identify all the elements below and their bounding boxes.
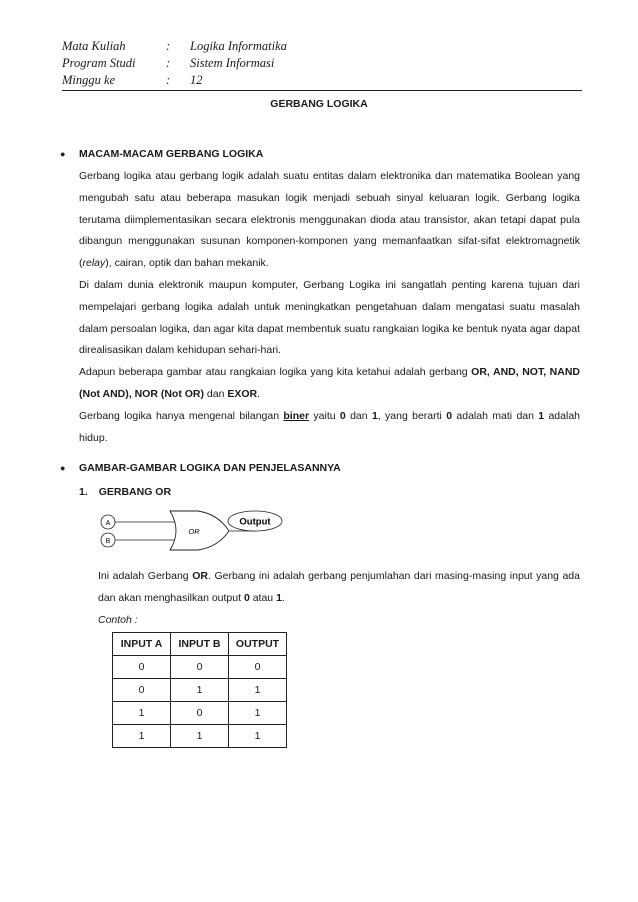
bullet-icon: ● — [60, 463, 66, 473]
table-cell: 1 — [113, 702, 171, 725]
header-value: 12 — [190, 73, 203, 87]
header-row-week — [62, 72, 582, 89]
paragraph-text: ), cairan, optik dan bahan mekanik. — [105, 257, 269, 270]
table-cell: 0 — [113, 679, 171, 702]
table-cell: 0 — [171, 702, 229, 725]
bullet-icon: ● — [60, 149, 66, 159]
gate-label: OR — [188, 527, 200, 536]
numbered-heading — [79, 484, 580, 500]
table-cell: 0 — [171, 656, 229, 679]
table-cell: 0 — [229, 656, 287, 679]
paragraph-text: yaitu — [309, 409, 340, 422]
header-value: Logika Informatika — [190, 39, 287, 53]
bold-term: OR — [192, 570, 208, 582]
table-cell: 1 — [171, 725, 229, 748]
or-gate-description — [98, 566, 580, 631]
table-cell: 1 — [229, 702, 287, 725]
paragraph-definition — [79, 166, 580, 275]
italic-term: relay — [82, 257, 106, 270]
column-header: INPUT B — [171, 633, 229, 656]
bold-term: 1 — [371, 409, 378, 422]
item-title: GERBANG OR — [98, 486, 172, 498]
bold-term: 0 — [339, 409, 346, 422]
header-key: Minggu ke — [62, 73, 116, 87]
item-number: 1. — [79, 486, 88, 498]
bold-term: EXOR — [227, 387, 258, 400]
section-heading-text: GAMBAR-GAMBAR LOGIKA DAN PENJELASANNYA — [79, 462, 341, 474]
header-key: Mata Kuliah — [62, 39, 126, 53]
paragraph-text: Adapun beberapa gambar atau rangkaian logika yang kita ketahui adalah gerbang — [79, 366, 472, 379]
paragraph-text: . — [257, 387, 261, 400]
column-header: INPUT A — [113, 633, 171, 656]
section-heading-text: MACAM-MACAM GERBANG LOGIKA — [79, 148, 264, 160]
bold-underlined-term: biner — [283, 409, 310, 422]
output-label: Output — [239, 516, 271, 528]
paragraph-text: Ini adalah Gerbang — [98, 570, 193, 582]
table-row — [113, 679, 287, 702]
bold-term: 1 — [538, 409, 545, 422]
paragraph-text: Gerbang logika hanya mengenal bilangan — [79, 409, 284, 422]
header-colon: : — [166, 56, 171, 70]
paragraph-text: adalah mati dan — [452, 409, 539, 422]
table-row — [113, 702, 287, 725]
paragraph-text: . Gerbang ini adalah gerbang penjumlahan dari masing-masing input yang ada dan akan menghasilkan output — [98, 570, 580, 604]
header-colon: : — [166, 73, 171, 87]
paragraph-text: Gerbang logika atau gerbang logik adalah suatu entitas dalam elektronika dan matematika Boolean yang mengubah satu atau beberapa masukan logik menjadi sebuah sinyal keluaran logik. Gerbang logika terutama diimplementasikan secara elektronis menggunakan dioda atau transistor, akan tetapi dapat pula dibangun menggunakan susunan komponen-komponen yang memanfaatkan sifat-sifat elektromagnetik ( — [79, 170, 580, 270]
section-types — [60, 146, 580, 449]
table-cell: 1 — [113, 725, 171, 748]
header-divider — [62, 90, 582, 91]
paragraph-text: , yang berarti — [377, 409, 447, 422]
paragraph-binary — [79, 406, 580, 450]
section-figures — [60, 460, 580, 500]
header-key: Program Studi — [62, 56, 136, 70]
paragraph-text: . — [281, 591, 285, 604]
course-header — [62, 38, 582, 89]
table-cell: 0 — [113, 656, 171, 679]
paragraph-gate-types — [79, 362, 580, 406]
header-value: Sistem Informasi — [190, 56, 275, 70]
header-row-course — [62, 38, 582, 55]
bold-term: OR, AND, NOT, NAND (Not AND), NOR (Not OR) — [79, 366, 580, 400]
table-row — [113, 656, 287, 679]
paragraph-text: dan — [345, 409, 372, 422]
bold-term: 0 — [243, 591, 250, 604]
column-header: OUTPUT — [229, 633, 287, 656]
paragraph-text: dan — [204, 387, 228, 400]
table-cell: 1 — [171, 679, 229, 702]
table-row — [113, 725, 287, 748]
table-header-row — [113, 633, 287, 656]
section-heading — [60, 146, 580, 162]
truth-table — [112, 632, 287, 748]
table-cell: 1 — [229, 725, 287, 748]
paragraph-text: atau — [249, 591, 277, 604]
input-b-label: B — [105, 538, 111, 545]
input-a-label: A — [105, 520, 111, 527]
header-row-program — [62, 55, 582, 72]
bold-term: 1 — [276, 591, 282, 604]
bold-term: 0 — [446, 409, 453, 422]
paragraph-text: adalah hidup. — [79, 409, 581, 444]
or-gate-paragraph — [98, 566, 580, 610]
table-cell: 1 — [229, 679, 287, 702]
section-heading — [60, 460, 580, 476]
example-label: Contoh : — [98, 613, 138, 626]
or-gate-diagram — [96, 507, 286, 551]
page-title: GERBANG LOGIKA — [270, 98, 368, 110]
paragraph-importance: Di dalam dunia elektronik maupun komputer, Gerbang Logika ini sangatlah penting karena tujuan dari mempelajari gerbang logika adalah untuk meningkatkan pengetahuan dalam mengatasi suatu masalah dalam persoalan logika, dan agar kita dapat membentuk suatu rangkaian logika ke bentuk nyata agar dapat direalisasikan dalam kehidupan sehari-hari. — [79, 278, 580, 357]
header-colon: : — [166, 39, 171, 53]
